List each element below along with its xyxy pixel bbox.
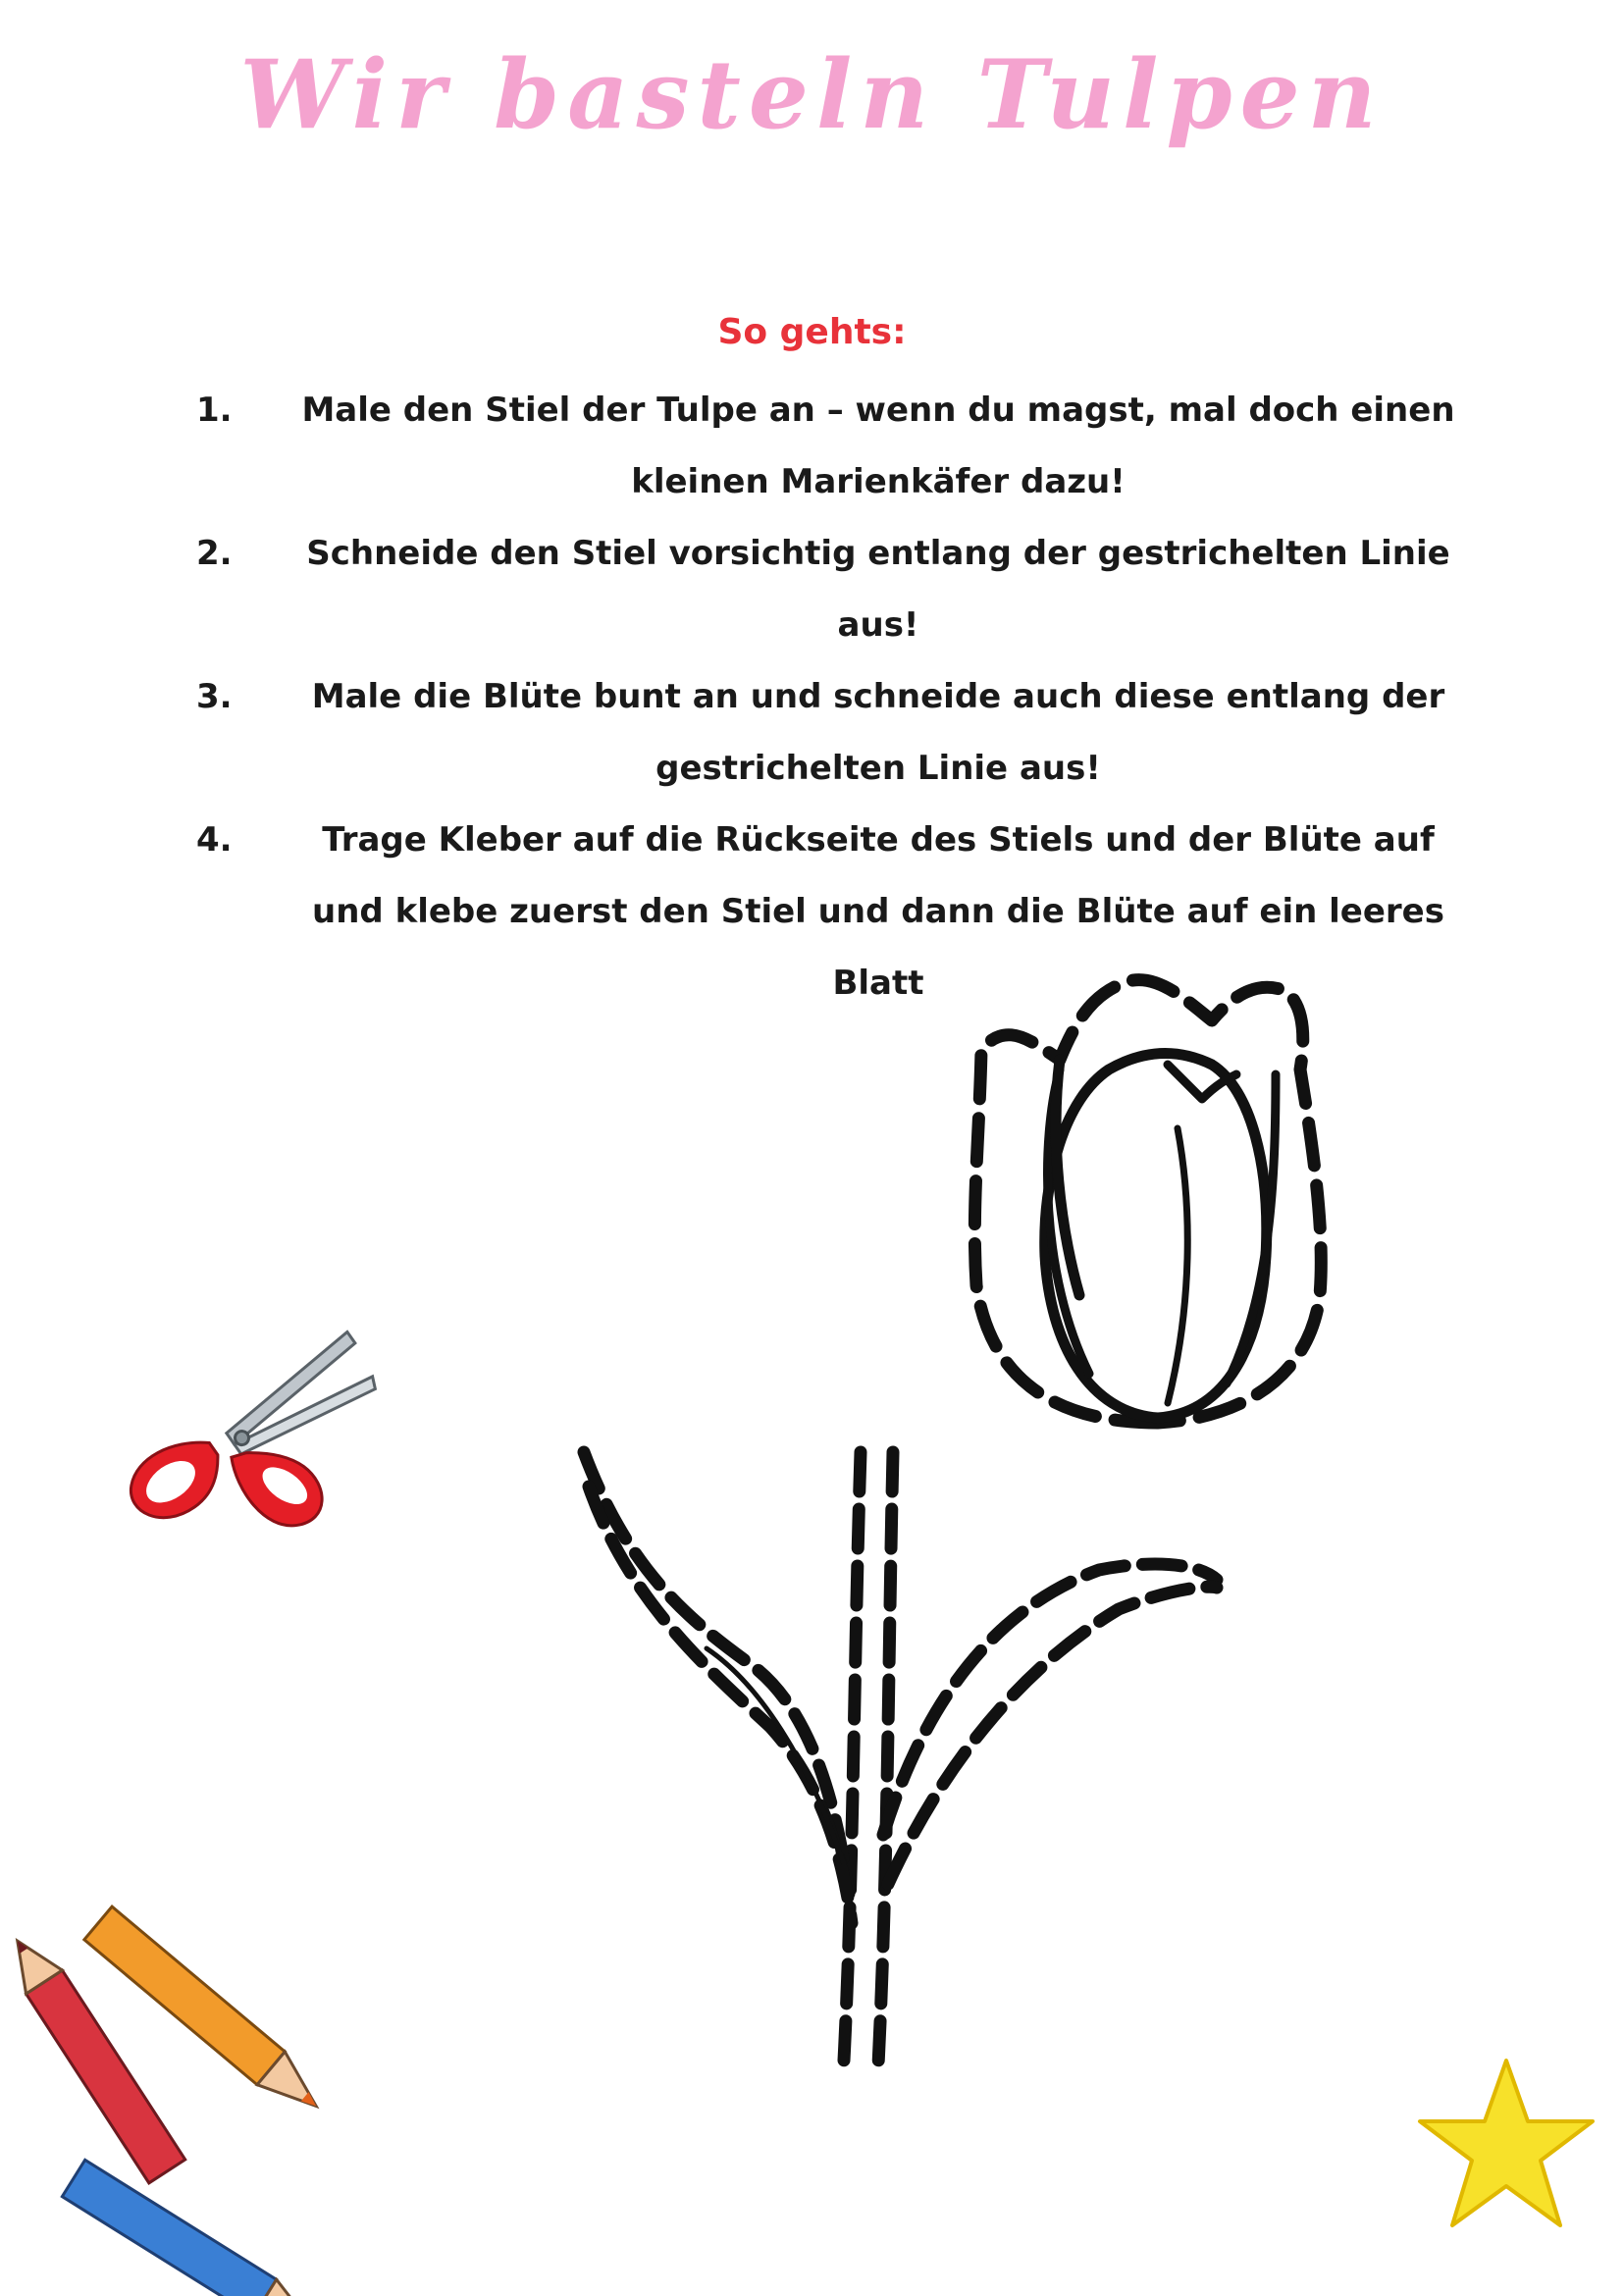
step-text: Trage Kleber auf die Rückseite des Stiels und der Blüte auf und klebe zuerst den Stiel und dann die Blüte auf ein leeres Blatt bbox=[312, 820, 1444, 1003]
instruction-step-1 bbox=[196, 375, 1472, 518]
tulip-stem-cutout-icon bbox=[584, 1452, 1217, 2065]
page-title: Wir basteln Tulpen bbox=[239, 39, 1385, 150]
instruction-step-4 bbox=[196, 805, 1472, 1019]
instructions-heading: So gehts: bbox=[717, 312, 907, 352]
colored-pencils-icon bbox=[0, 1906, 330, 2296]
step-number: 3. bbox=[196, 677, 233, 716]
star-icon bbox=[1420, 2061, 1593, 2225]
instruction-list bbox=[196, 375, 1472, 1019]
step-number: 4. bbox=[196, 820, 233, 860]
step-text: Male die Blüte bunt an und schneide auch diese entlang der gestrichelten Linie aus! bbox=[311, 677, 1445, 788]
instruction-step-3 bbox=[196, 661, 1472, 805]
step-number: 1. bbox=[196, 391, 233, 430]
step-number: 2. bbox=[196, 534, 233, 573]
step-text: Male den Stiel der Tulpe an – wenn du magst, mal doch einen kleinen Marienkäfer dazu! bbox=[301, 391, 1455, 501]
scissors-icon bbox=[118, 1324, 424, 1597]
step-text: Schneide den Stiel vorsichtig entlang der gestrichelten Linie aus! bbox=[306, 534, 1450, 645]
tulip-blossom-cutout-icon bbox=[974, 980, 1321, 1423]
instruction-step-2 bbox=[196, 518, 1472, 661]
